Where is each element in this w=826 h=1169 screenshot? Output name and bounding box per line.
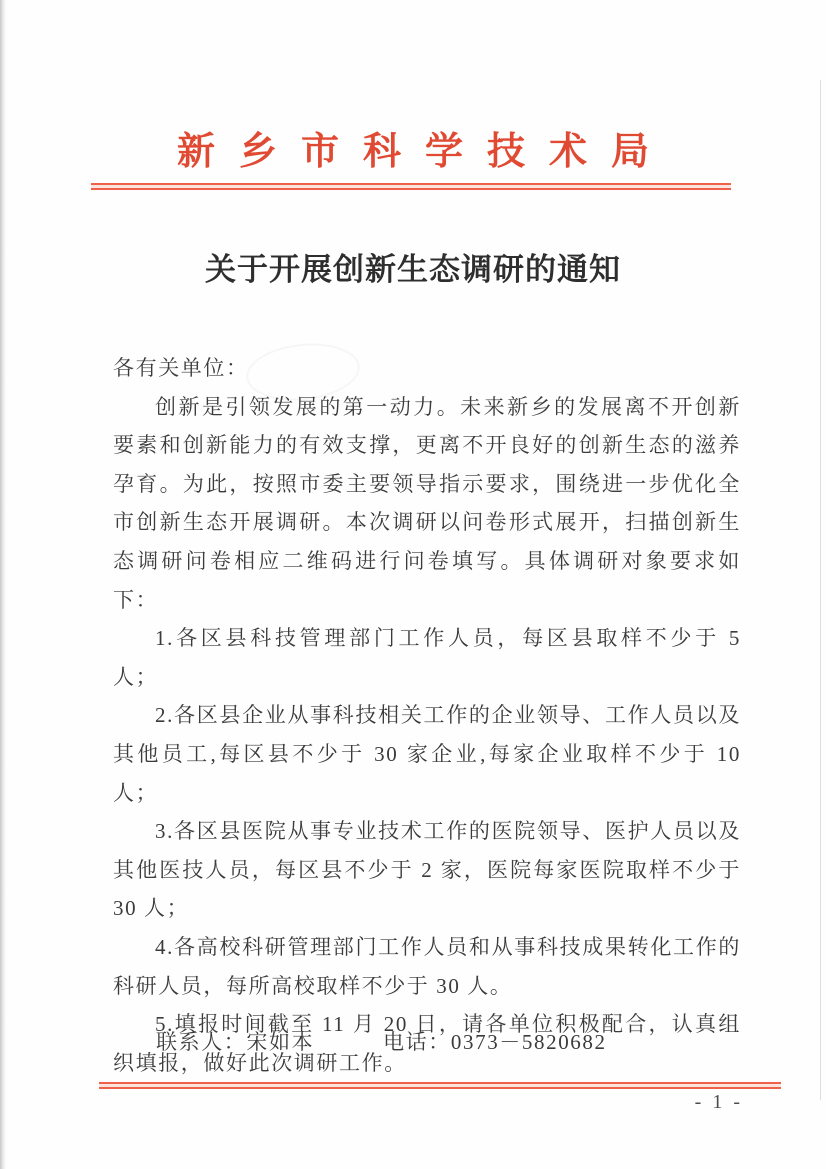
letterhead-divider-rule	[91, 183, 731, 190]
contact-person-name: 宋如本	[246, 1030, 315, 1054]
contact-person-label: 联系人：	[156, 1030, 247, 1054]
page-edge-shadow-left	[0, 0, 6, 1169]
contact-line	[156, 1026, 607, 1056]
page-edge-shadow-right	[820, 80, 821, 1100]
paragraph-item-1: 1.各区县科技管理部门工作人员，每区县取样不少于 5 人；	[113, 626, 741, 689]
contact-phone	[383, 1030, 607, 1054]
contact-phone-number: 0373－5820682	[450, 1030, 607, 1054]
paragraph-item-5: 5.填报时间截至 11 月 20 日，请各单位积极配合，认真组织填报，做好此次调研工作。	[113, 1012, 741, 1075]
footer-divider-rule	[99, 1082, 781, 1089]
contact-phone-label: 电话：	[383, 1030, 451, 1054]
agency-letterhead: 新乡市科学技术局	[176, 131, 673, 173]
paragraph-item-4: 4.各高校科研管理部门工作人员和从事科技成果转化工作的科研人员，每所高校取样不少于 30 人。	[113, 934, 741, 998]
paragraph-item-2: 2.各区县企业从事科技相关工作的企业领导、工作人员以及其他员工,每区县不少于 30 家企业,每家企业取样不少于 10 人；	[113, 703, 741, 805]
paragraph-item-3: 3.各区县医院从事专业技术工作的医院领导、医护人员以及其他医技人员，每区县不少于 2 家，医院每家医院取样不少于 30 人；	[113, 819, 741, 921]
salutation: 各有关单位：	[113, 356, 249, 380]
page-number: - 1 -	[694, 1091, 743, 1113]
document-title: 关于开展创新生态调研的通知	[205, 252, 621, 287]
document-body	[113, 349, 741, 1082]
paragraph-intro: 创新是引领发展的第一动力。未来新乡的发展离不开创新要素和创新能力的有效支撑，更离不开良好的创新生态的滋养孕育。为此，按照市委主要领导指示要求，围绕进一步优化全市创新生态开展调研。本次调研以问卷形式展开，扫描创新生态调研问卷相应二维码进行问卷填写。具体调研对象要求如下：	[113, 394, 741, 612]
